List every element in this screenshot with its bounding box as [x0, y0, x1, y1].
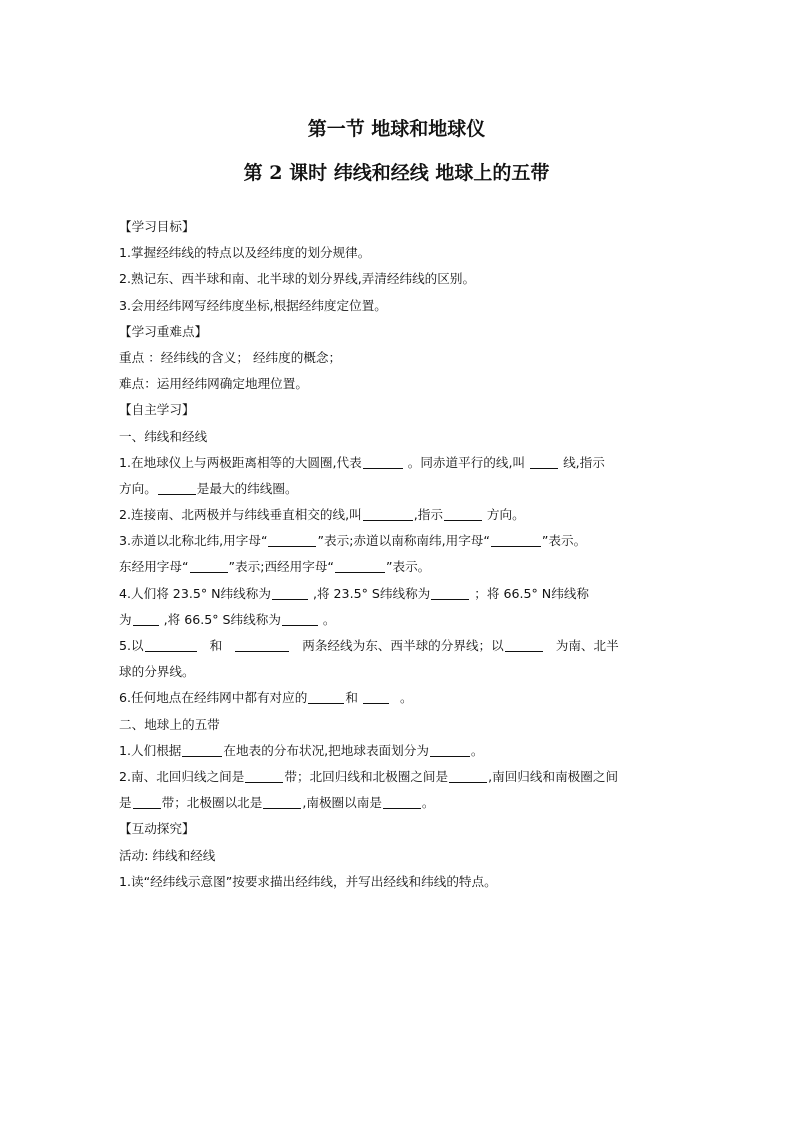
- answer-blank[interactable]: [530, 454, 558, 469]
- answer-blank[interactable]: [363, 506, 413, 521]
- answer-blank[interactable]: [145, 637, 197, 652]
- question-4-cont: 为 ,将 66.5° S纬线称为 。: [119, 611, 336, 627]
- answer-blank[interactable]: [158, 480, 196, 495]
- activity-task: 1.读“经纬线示意图”按要求描出经纬线，并写出经线和纬线的特点。: [119, 873, 497, 889]
- question-2: 2.连接南、北两极并与纬线垂直相交的线,叫 ,指示 方向。: [119, 507, 525, 523]
- answer-blank[interactable]: [505, 637, 543, 652]
- answer-blank[interactable]: [383, 794, 421, 809]
- lesson-title: 第 2 课时 纬线和经线 地球上的五带: [243, 162, 550, 184]
- answer-blank[interactable]: [449, 768, 487, 783]
- question-6: 6.任何地点在经纬网中都有对应的 和 。: [119, 690, 413, 706]
- worksheet-body: [119, 214, 679, 895]
- question-3-cont: 东经用字母“ ”表示;西经用字母“ ”表示。: [119, 559, 431, 575]
- part1-heading: 一、纬线和经线: [119, 428, 208, 444]
- answer-blank[interactable]: [272, 585, 308, 600]
- objective-item: 3.会用经纬网写经纬度坐标,根据经纬度定位置。: [119, 297, 387, 313]
- question-4: 4.人们将 23.5° N纬线称为 ,将 23.5° S纬线称为 ；将 66.5° N纬线称: [119, 585, 590, 601]
- answer-blank[interactable]: [430, 742, 470, 757]
- answer-blank[interactable]: [282, 611, 318, 626]
- answer-blank[interactable]: [268, 532, 316, 547]
- inquiry-heading: 【互动探究】: [119, 821, 195, 837]
- question-5: 5.以 和 两条经线为东、西半球的分界线；以 为南、北半: [119, 638, 619, 653]
- key-point: 重点 ：经纬线的含义； 经纬度的概念；: [119, 349, 342, 365]
- self-study-heading: 【自主学习】: [119, 402, 195, 418]
- question-8: 2.南、北回归线之间是 带；北回归线和北极圈之间是 ,南回归线和南极圈之间: [119, 768, 619, 784]
- answer-blank[interactable]: [335, 558, 385, 573]
- answer-blank[interactable]: [133, 794, 161, 809]
- part2-heading: 二、地球上的五带: [119, 716, 220, 732]
- question-1-cont: 方向。 是最大的纬线圈。: [119, 480, 298, 496]
- answer-blank[interactable]: [431, 585, 469, 600]
- question-3: 3.赤道以北称北纬,用字母“ ”表示;赤道以南称南纬,用字母“ ”表示。: [119, 533, 587, 549]
- key-points-heading: 【学习重难点】: [119, 323, 208, 339]
- answer-blank[interactable]: [182, 742, 222, 757]
- answer-blank[interactable]: [190, 558, 228, 573]
- difficulty-point: 难点：运用经纬网确定地理位置。: [119, 376, 308, 392]
- answer-blank[interactable]: [235, 637, 289, 652]
- question-1: 1.在地球仪上与两极距离相等的大圆圈,代表 。同赤道平行的线,叫 线,指示: [119, 454, 605, 470]
- objective-item: 1.掌握经纬线的特点以及经纬度的划分规律。: [119, 245, 371, 261]
- answer-blank[interactable]: [363, 454, 403, 469]
- answer-blank[interactable]: [133, 611, 159, 626]
- objectives-heading: 【学习目标】: [119, 219, 195, 234]
- section-title: 第一节 地球和地球仪: [307, 118, 486, 140]
- answer-blank[interactable]: [263, 794, 301, 809]
- objective-item: 2.熟记东、西半球和南、北半球的划分界线,弄清经纬线的区别。: [119, 271, 476, 287]
- answer-blank[interactable]: [363, 689, 389, 704]
- answer-blank[interactable]: [444, 506, 482, 521]
- question-8-cont: 是 带；北极圈以北是 ,南极圈以南是 。: [119, 795, 435, 811]
- question-7: 1.人们根据 在地表的分布状况,把地球表面划分为 。: [119, 742, 484, 758]
- question-5-cont: 球的分界线。: [119, 664, 195, 680]
- activity-label: 活动: 纬线和经线: [119, 847, 216, 863]
- answer-blank[interactable]: [308, 689, 344, 704]
- answer-blank[interactable]: [245, 768, 283, 783]
- answer-blank[interactable]: [491, 532, 541, 547]
